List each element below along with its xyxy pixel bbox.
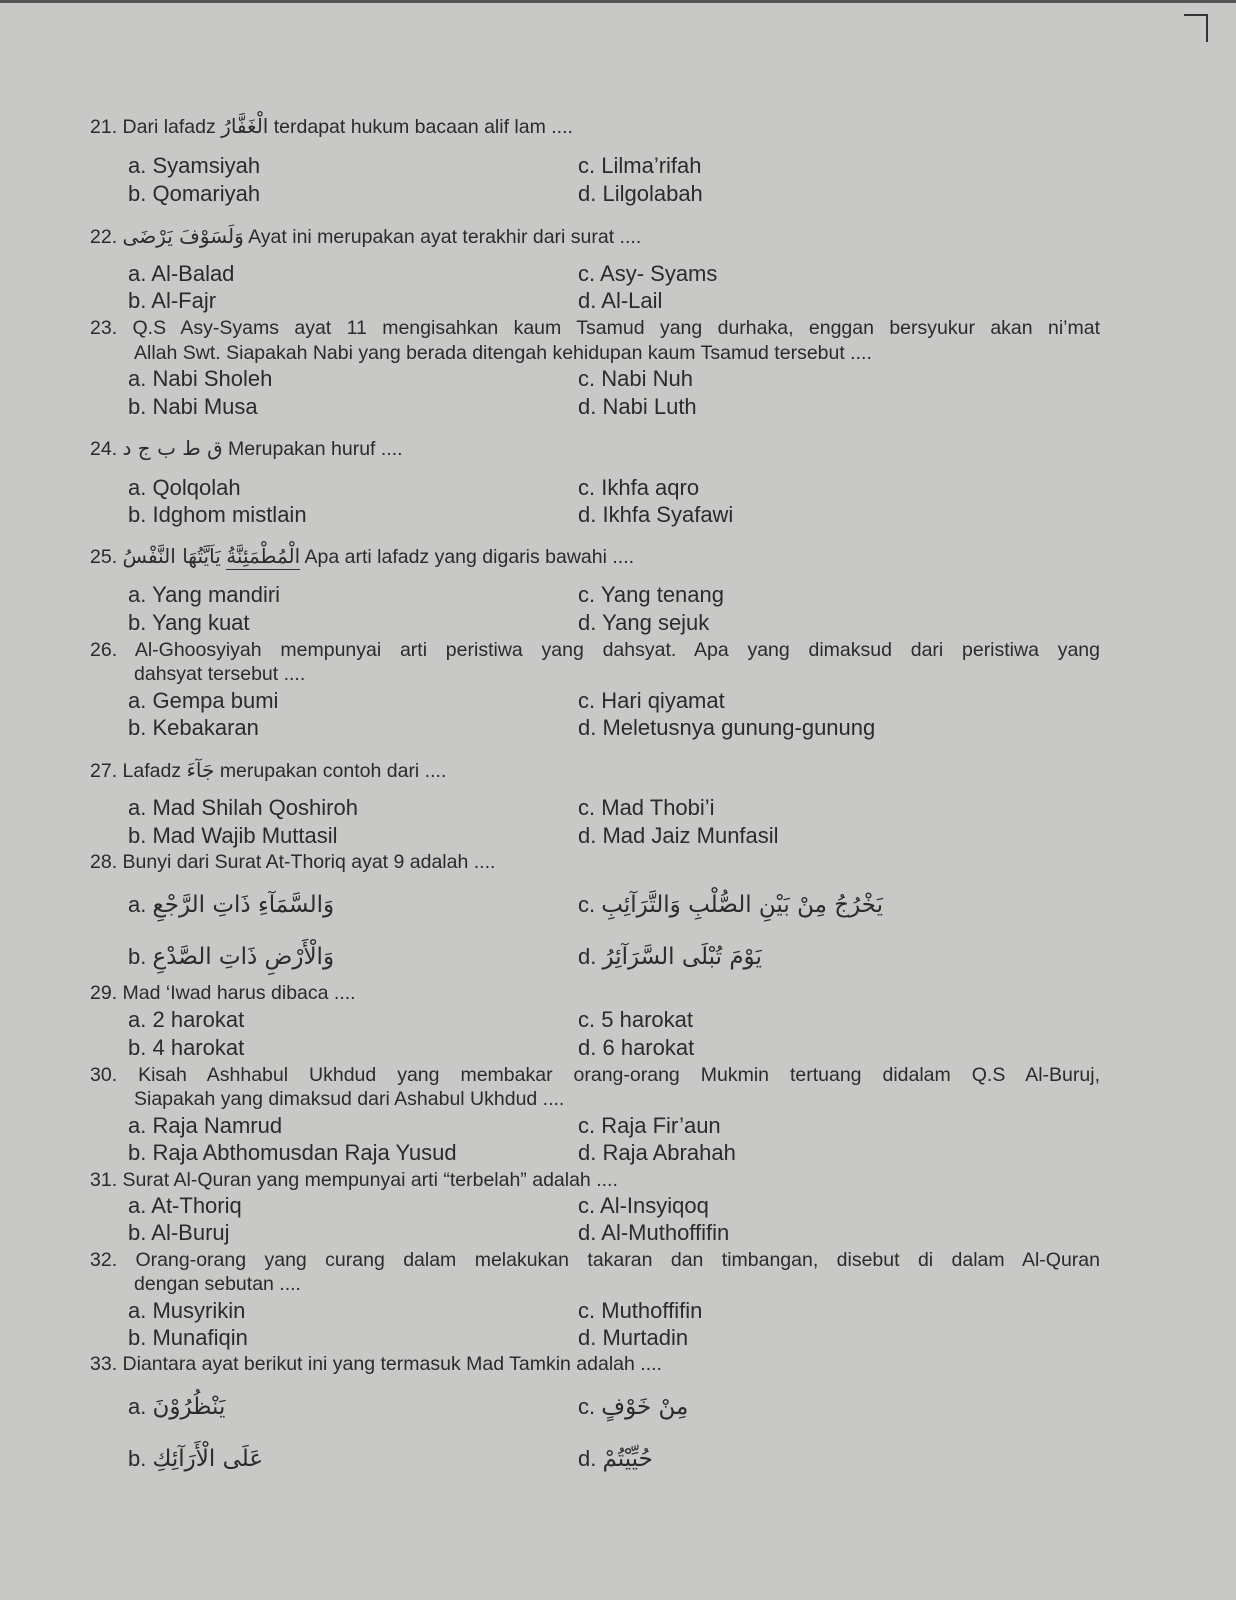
- question-line: [90, 113, 573, 140]
- option-text: Nabi Nuh: [601, 366, 693, 391]
- corner-mark: [1184, 14, 1208, 42]
- option-letter: a.: [128, 1193, 147, 1218]
- option-letter: b.: [128, 1140, 147, 1165]
- option-text: Raja Abrahah: [602, 1140, 736, 1165]
- option-text: Nabi Musa: [152, 394, 258, 419]
- option-letter: c.: [578, 892, 596, 917]
- option-b: [128, 502, 307, 528]
- option-text: وَالْأَرْضِ ذَاتِ الصَّدْعِ: [152, 944, 335, 970]
- option-letter: c.: [578, 1193, 596, 1218]
- option-text: يَوْمَ تُبْلَى السَّرَآئِرُ: [602, 944, 762, 970]
- question-line: [90, 1351, 662, 1377]
- question-text: Apa arti lafadz yang digaris bawahi ....: [304, 546, 635, 568]
- option-text: Munafiqin: [152, 1325, 248, 1350]
- option-text: Mad Thobi’i: [601, 795, 715, 820]
- option-d: [578, 1035, 694, 1061]
- option-text: Lilma’rifah: [601, 153, 702, 178]
- option-letter: b.: [128, 610, 147, 635]
- option-text: وَالسَّمَآءِ ذَاتِ الرَّجْعِ: [152, 892, 335, 918]
- option-letter: a.: [128, 366, 147, 391]
- option-text: Qolqolah: [152, 475, 241, 500]
- option-text: Yang sejuk: [602, 610, 710, 635]
- option-text: Al-Balad: [151, 261, 235, 286]
- option-letter: a.: [128, 688, 147, 713]
- option-d: [578, 181, 703, 207]
- option-letter: b.: [128, 1220, 147, 1245]
- arabic-underlined-text: الْمُطْمَئِنَّةُ: [226, 544, 301, 568]
- question-text-continued: Siapakah yang dimaksud dari Ashabul Ukhdud ....: [134, 1088, 565, 1110]
- option-letter: d.: [578, 1035, 597, 1060]
- option-letter: a.: [128, 153, 147, 178]
- question-text-continued: dahsyat tersebut ....: [134, 663, 306, 685]
- question-line: [90, 757, 446, 784]
- option-c: [578, 892, 883, 918]
- option-text: Nabi Luth: [602, 394, 697, 419]
- option-letter: c.: [578, 582, 596, 607]
- option-letter: d.: [578, 502, 597, 527]
- option-text: مِنْ خَوْفٍ: [601, 1394, 689, 1420]
- question-text: Merupakan huruf ....: [228, 438, 403, 460]
- option-letter: c.: [578, 1113, 596, 1138]
- option-text: Mad Jaiz Munfasil: [602, 823, 779, 848]
- option-b: [128, 394, 258, 420]
- option-c: [578, 582, 724, 608]
- question-number: 26.: [90, 639, 118, 661]
- question-text: Mad ‘Iwad harus dibaca ....: [122, 982, 356, 1004]
- option-letter: c.: [578, 1394, 596, 1419]
- option-d: [578, 610, 709, 636]
- question-text-continued: dengan sebutan ....: [134, 1273, 301, 1295]
- option-b: [128, 1220, 230, 1246]
- question-number: 21.: [90, 116, 118, 138]
- question-line: [90, 980, 356, 1006]
- option-d: [578, 1220, 729, 1246]
- option-letter: a.: [128, 892, 147, 917]
- option-c: [578, 475, 699, 501]
- question-line: [90, 223, 641, 250]
- option-letter: c.: [578, 795, 596, 820]
- option-c: [578, 153, 702, 179]
- option-letter: b.: [128, 181, 147, 206]
- question-text: Surat Al-Quran yang mempunyai arti “terbelah” adalah ....: [122, 1169, 618, 1191]
- option-letter: b.: [128, 1446, 147, 1471]
- option-letter: d.: [578, 823, 597, 848]
- option-letter: a.: [128, 1394, 147, 1419]
- option-text: 2 harokat: [152, 1007, 245, 1032]
- option-a: [128, 261, 234, 287]
- option-text: Raja Abthomusdan Raja Yusud: [152, 1140, 457, 1165]
- option-b: [128, 1325, 248, 1351]
- option-letter: c.: [578, 1007, 596, 1032]
- question-text: Al-Ghoosyiyah mempunyai arti peristiwa yang dahsyat. Apa yang dimaksud dari peristiwa yang: [134, 639, 1100, 661]
- option-c: [578, 1193, 709, 1219]
- option-letter: d.: [578, 394, 597, 419]
- option-text: Al-Insyiqoq: [600, 1193, 709, 1218]
- arabic-text: جَآءَ: [186, 758, 215, 782]
- option-text: Al-Buruj: [151, 1220, 230, 1245]
- option-a: [128, 795, 358, 821]
- option-text: Qomariyah: [152, 181, 261, 206]
- option-text: يَخْرُجُ مِنْ بَيْنِ الصُّلْبِ وَالتَّرَآئِبِ: [601, 892, 884, 918]
- option-letter: b.: [128, 1035, 147, 1060]
- option-text: Raja Namrud: [152, 1113, 283, 1138]
- option-letter: a.: [128, 475, 147, 500]
- option-c: [578, 1394, 688, 1420]
- question-text: Kisah Ashhabul Ukhdud yang membakar orang-orang Mukmin tertuang didalam Q.S Al-Buruj,: [138, 1064, 1100, 1086]
- option-letter: d.: [578, 1446, 597, 1471]
- option-letter: c.: [578, 153, 596, 178]
- question-number: 32.: [90, 1249, 118, 1271]
- option-letter: b.: [128, 823, 147, 848]
- question-text-continued: Allah Swt. Siapakah Nabi yang berada ditengah kehidupan kaum Tsamud tersebut ....: [134, 342, 872, 364]
- question-text: terdapat hukum bacaan alif lam ....: [273, 116, 573, 138]
- question-line: [90, 637, 1100, 663]
- option-c: [578, 1298, 702, 1324]
- question-number: 24.: [90, 438, 118, 460]
- question-line: [90, 435, 403, 462]
- option-letter: b.: [128, 715, 147, 740]
- option-letter: d.: [578, 181, 597, 206]
- option-text: Hari qiyamat: [601, 688, 725, 713]
- option-text: Nabi Sholeh: [152, 366, 273, 391]
- question-number: 22.: [90, 226, 118, 248]
- option-letter: d.: [578, 715, 597, 740]
- option-letter: d.: [578, 1220, 597, 1245]
- option-d: [578, 394, 697, 420]
- option-text: Idghom mistlain: [152, 502, 307, 527]
- option-letter: d.: [578, 1325, 597, 1350]
- question-text: merupakan contoh dari ....: [219, 760, 447, 782]
- option-d: [578, 1446, 653, 1472]
- option-text: 6 harokat: [602, 1035, 695, 1060]
- option-letter: c.: [578, 688, 596, 713]
- question-text: Dari lafadz: [122, 116, 216, 138]
- option-text: Musyrikin: [152, 1298, 246, 1323]
- option-d: [578, 1140, 736, 1166]
- option-b: [128, 181, 260, 207]
- question-number: 28.: [90, 851, 118, 873]
- question-line: [90, 543, 634, 570]
- scan-edge: [0, 0, 1236, 3]
- option-text: Meletusnya gunung-gunung: [602, 715, 876, 740]
- option-text: Mad Shilah Qoshiroh: [152, 795, 358, 820]
- option-d: [578, 715, 875, 741]
- option-text: Murtadin: [602, 1325, 689, 1350]
- option-d: [578, 944, 762, 970]
- option-letter: a.: [128, 795, 147, 820]
- option-c: [578, 1113, 721, 1139]
- option-text: Yang mandiri: [152, 582, 281, 607]
- question-line: [90, 1062, 1100, 1088]
- option-c: [578, 1007, 693, 1033]
- question-text: Orang-orang yang curang dalam melakukan takaran dan timbangan, disebut di dalam Al-Quran: [135, 1249, 1100, 1271]
- option-letter: a.: [128, 582, 147, 607]
- arabic-text: الْغَفَّارُ: [221, 114, 269, 138]
- option-letter: b.: [128, 1325, 147, 1350]
- option-text: Muthoffifin: [601, 1298, 703, 1323]
- option-b: [128, 610, 250, 636]
- option-letter: a.: [128, 1113, 147, 1138]
- option-text: Lilgolabah: [602, 181, 703, 206]
- option-letter: b.: [128, 502, 147, 527]
- option-letter: a.: [128, 1007, 147, 1032]
- option-letter: d.: [578, 288, 597, 313]
- option-text: يَنْظُرُوْنَ: [152, 1394, 226, 1420]
- question-text: Q.S Asy-Syams ayat 11 mengisahkan kaum Tsamud yang durhaka, enggan bersyukur akan ni’mat: [132, 317, 1101, 339]
- option-text: Mad Wajib Muttasil: [152, 823, 338, 848]
- option-b: [128, 288, 216, 314]
- arabic-text: وَلَسَوْفَ يَرْضَى: [122, 224, 244, 248]
- option-a: [128, 366, 272, 392]
- option-a: [128, 1113, 282, 1139]
- option-a: [128, 1394, 225, 1420]
- question-text: Diantara ayat berikut ini yang termasuk Mad Tamkin adalah ....: [122, 1353, 662, 1375]
- option-b: [128, 1446, 263, 1472]
- option-a: [128, 892, 334, 918]
- question-number: 23.: [90, 317, 118, 339]
- option-b: [128, 1140, 457, 1166]
- arabic-text: يَاَيَّتُهَا النَّفْسُ: [122, 544, 221, 568]
- option-text: حُيِّيْتُمْ: [602, 1446, 653, 1472]
- option-a: [128, 1193, 242, 1219]
- option-b: [128, 823, 338, 849]
- option-a: [128, 1298, 245, 1324]
- option-c: [578, 366, 693, 392]
- option-text: Yang tenang: [600, 582, 724, 607]
- question-line: [90, 1167, 618, 1193]
- option-letter: b.: [128, 288, 147, 313]
- option-a: [128, 1007, 244, 1033]
- question-number: 31.: [90, 1169, 118, 1191]
- question-text: Lafadz: [122, 760, 182, 782]
- option-text: عَلَى الْأَرَآئِكِ: [152, 1446, 264, 1472]
- option-c: [578, 795, 715, 821]
- option-d: [578, 823, 779, 849]
- option-d: [578, 288, 662, 314]
- option-b: [128, 944, 334, 970]
- question-text: Ayat ini merupakan ayat terakhir dari surat ....: [248, 226, 642, 248]
- option-letter: a.: [128, 261, 147, 286]
- option-a: [128, 475, 241, 501]
- option-text: Al-Muthoffifin: [601, 1220, 730, 1245]
- option-letter: a.: [128, 1298, 147, 1323]
- option-a: [128, 688, 278, 714]
- option-letter: d.: [578, 1140, 597, 1165]
- option-text: Ikhfa aqro: [601, 475, 700, 500]
- option-text: Syamsiyah: [152, 153, 261, 178]
- question-line: [90, 1247, 1100, 1273]
- option-d: [578, 502, 733, 528]
- option-letter: d.: [578, 944, 597, 969]
- option-text: Ikhfa Syafawi: [602, 502, 734, 527]
- question-text: Bunyi dari Surat At-Thoriq ayat 9 adalah ....: [122, 851, 496, 873]
- option-letter: c.: [578, 366, 596, 391]
- option-text: At-Thoriq: [151, 1193, 242, 1218]
- question-number: 29.: [90, 982, 118, 1004]
- option-a: [128, 153, 260, 179]
- option-letter: b.: [128, 394, 147, 419]
- option-text: Al-Fajr: [151, 288, 217, 313]
- option-text: 4 harokat: [152, 1035, 245, 1060]
- option-text: Yang kuat: [152, 610, 250, 635]
- arabic-text: ق ط ب ج د: [122, 436, 223, 460]
- question-number: 25.: [90, 546, 118, 568]
- option-a: [128, 582, 280, 608]
- option-text: 5 harokat: [601, 1007, 693, 1032]
- question-number: 30.: [90, 1064, 118, 1086]
- option-letter: c.: [578, 261, 596, 286]
- option-letter: c.: [578, 475, 596, 500]
- question-line: [90, 849, 495, 875]
- option-text: Raja Fir’aun: [601, 1113, 721, 1138]
- option-b: [128, 715, 259, 741]
- question-number: 27.: [90, 760, 118, 782]
- option-text: Gempa bumi: [152, 688, 279, 713]
- option-c: [578, 688, 725, 714]
- option-b: [128, 1035, 244, 1061]
- option-text: Kebakaran: [152, 715, 259, 740]
- option-letter: d.: [578, 610, 597, 635]
- option-letter: c.: [578, 1298, 596, 1323]
- option-letter: b.: [128, 944, 147, 969]
- question-number: 33.: [90, 1353, 118, 1375]
- option-d: [578, 1325, 688, 1351]
- question-line: [90, 315, 1100, 341]
- option-c: [578, 261, 717, 287]
- option-text: Asy- Syams: [600, 261, 718, 286]
- option-text: Al-Lail: [601, 288, 663, 313]
